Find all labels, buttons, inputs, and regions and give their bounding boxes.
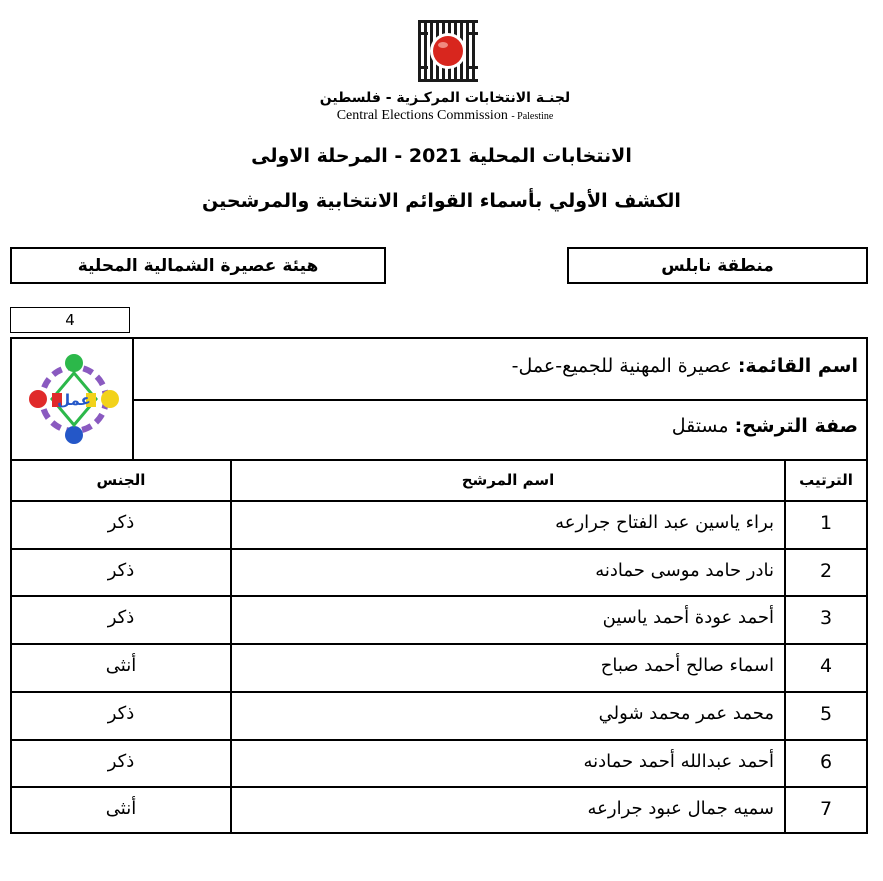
list-logo	[24, 349, 124, 449]
row-candidate-name: سميه جمال عبود جرارعه	[587, 798, 774, 820]
document-subtitle: الكشف الأولي بأسماء القوائم الانتخابية والمرشحين	[202, 190, 681, 212]
row-gender: ذكر	[107, 607, 135, 629]
row-gender: ذكر	[107, 750, 135, 772]
header-gender: الجنس	[96, 471, 146, 489]
candidacy-type-value: مستقل	[671, 415, 729, 437]
region-label: منطقة نابلس	[661, 255, 774, 276]
commission-name-arabic: لجنـة الانتخابات المركـزية - فلسطين	[319, 90, 571, 106]
row-rank: 6	[819, 750, 833, 773]
row-rank: 5	[819, 702, 833, 725]
row-divider	[12, 595, 866, 597]
row-gender: أنثى	[105, 655, 137, 677]
row-rank: 2	[819, 559, 833, 582]
header-candidate-name: اسم المرشح	[461, 471, 555, 489]
row-candidate-name: براء ياسين عبد الفتاح جرارعه	[555, 512, 774, 533]
row-divider	[12, 786, 866, 788]
row-candidate-name: نادر حامد موسى حمادنه	[595, 559, 774, 581]
row-gender: ذكر	[107, 512, 135, 533]
candidates-table	[10, 337, 868, 834]
row-divider	[12, 739, 866, 741]
list-number-box	[10, 307, 130, 333]
candidacy-type-label: صفة الترشح:	[734, 415, 858, 437]
row-divider	[12, 500, 866, 502]
candidacy-type-row	[672, 415, 858, 437]
document-title: الانتخابات المحلية 2021 - المرحلة الاولى	[251, 145, 632, 167]
row-candidate-name: اسماء صالح أحمد صباح	[600, 655, 774, 677]
header-rank: الترتيب	[799, 471, 853, 489]
row-rank: 3	[819, 607, 833, 630]
row-rank: 1	[819, 512, 833, 534]
row-divider	[12, 643, 866, 645]
commission-name-english-suffix: - Palestine	[511, 111, 554, 122]
authority-box	[10, 247, 386, 284]
commission-name-english	[300, 108, 590, 124]
row-candidate-name: محمد عمر محمد شولي	[598, 702, 774, 724]
list-name-label: اسم القائمة:	[737, 355, 858, 377]
row-divider	[12, 691, 866, 693]
commission-name-english-main: Central Elections Commission	[336, 108, 508, 123]
row-gender: ذكر	[107, 559, 135, 581]
commission-logo	[418, 20, 478, 82]
list-name-value: عصيرة المهنية للجميع-عمل-	[511, 355, 732, 377]
row-divider	[12, 548, 866, 550]
row-candidate-name: أحمد عودة أحمد ياسين	[602, 607, 774, 629]
row-candidate-name: أحمد عبدالله أحمد حمادنه	[583, 750, 774, 772]
row-gender: ذكر	[107, 702, 135, 724]
list-number: 4	[65, 311, 75, 329]
authority-label: هيئة عصيرة الشمالية المحلية	[77, 255, 319, 276]
list-name-row	[512, 355, 858, 377]
region-box	[567, 247, 868, 284]
row-rank: 7	[819, 798, 833, 821]
row-gender: أنثى	[105, 798, 137, 820]
list-logo-text: عمل	[57, 391, 91, 409]
row-rank: 4	[819, 655, 833, 678]
